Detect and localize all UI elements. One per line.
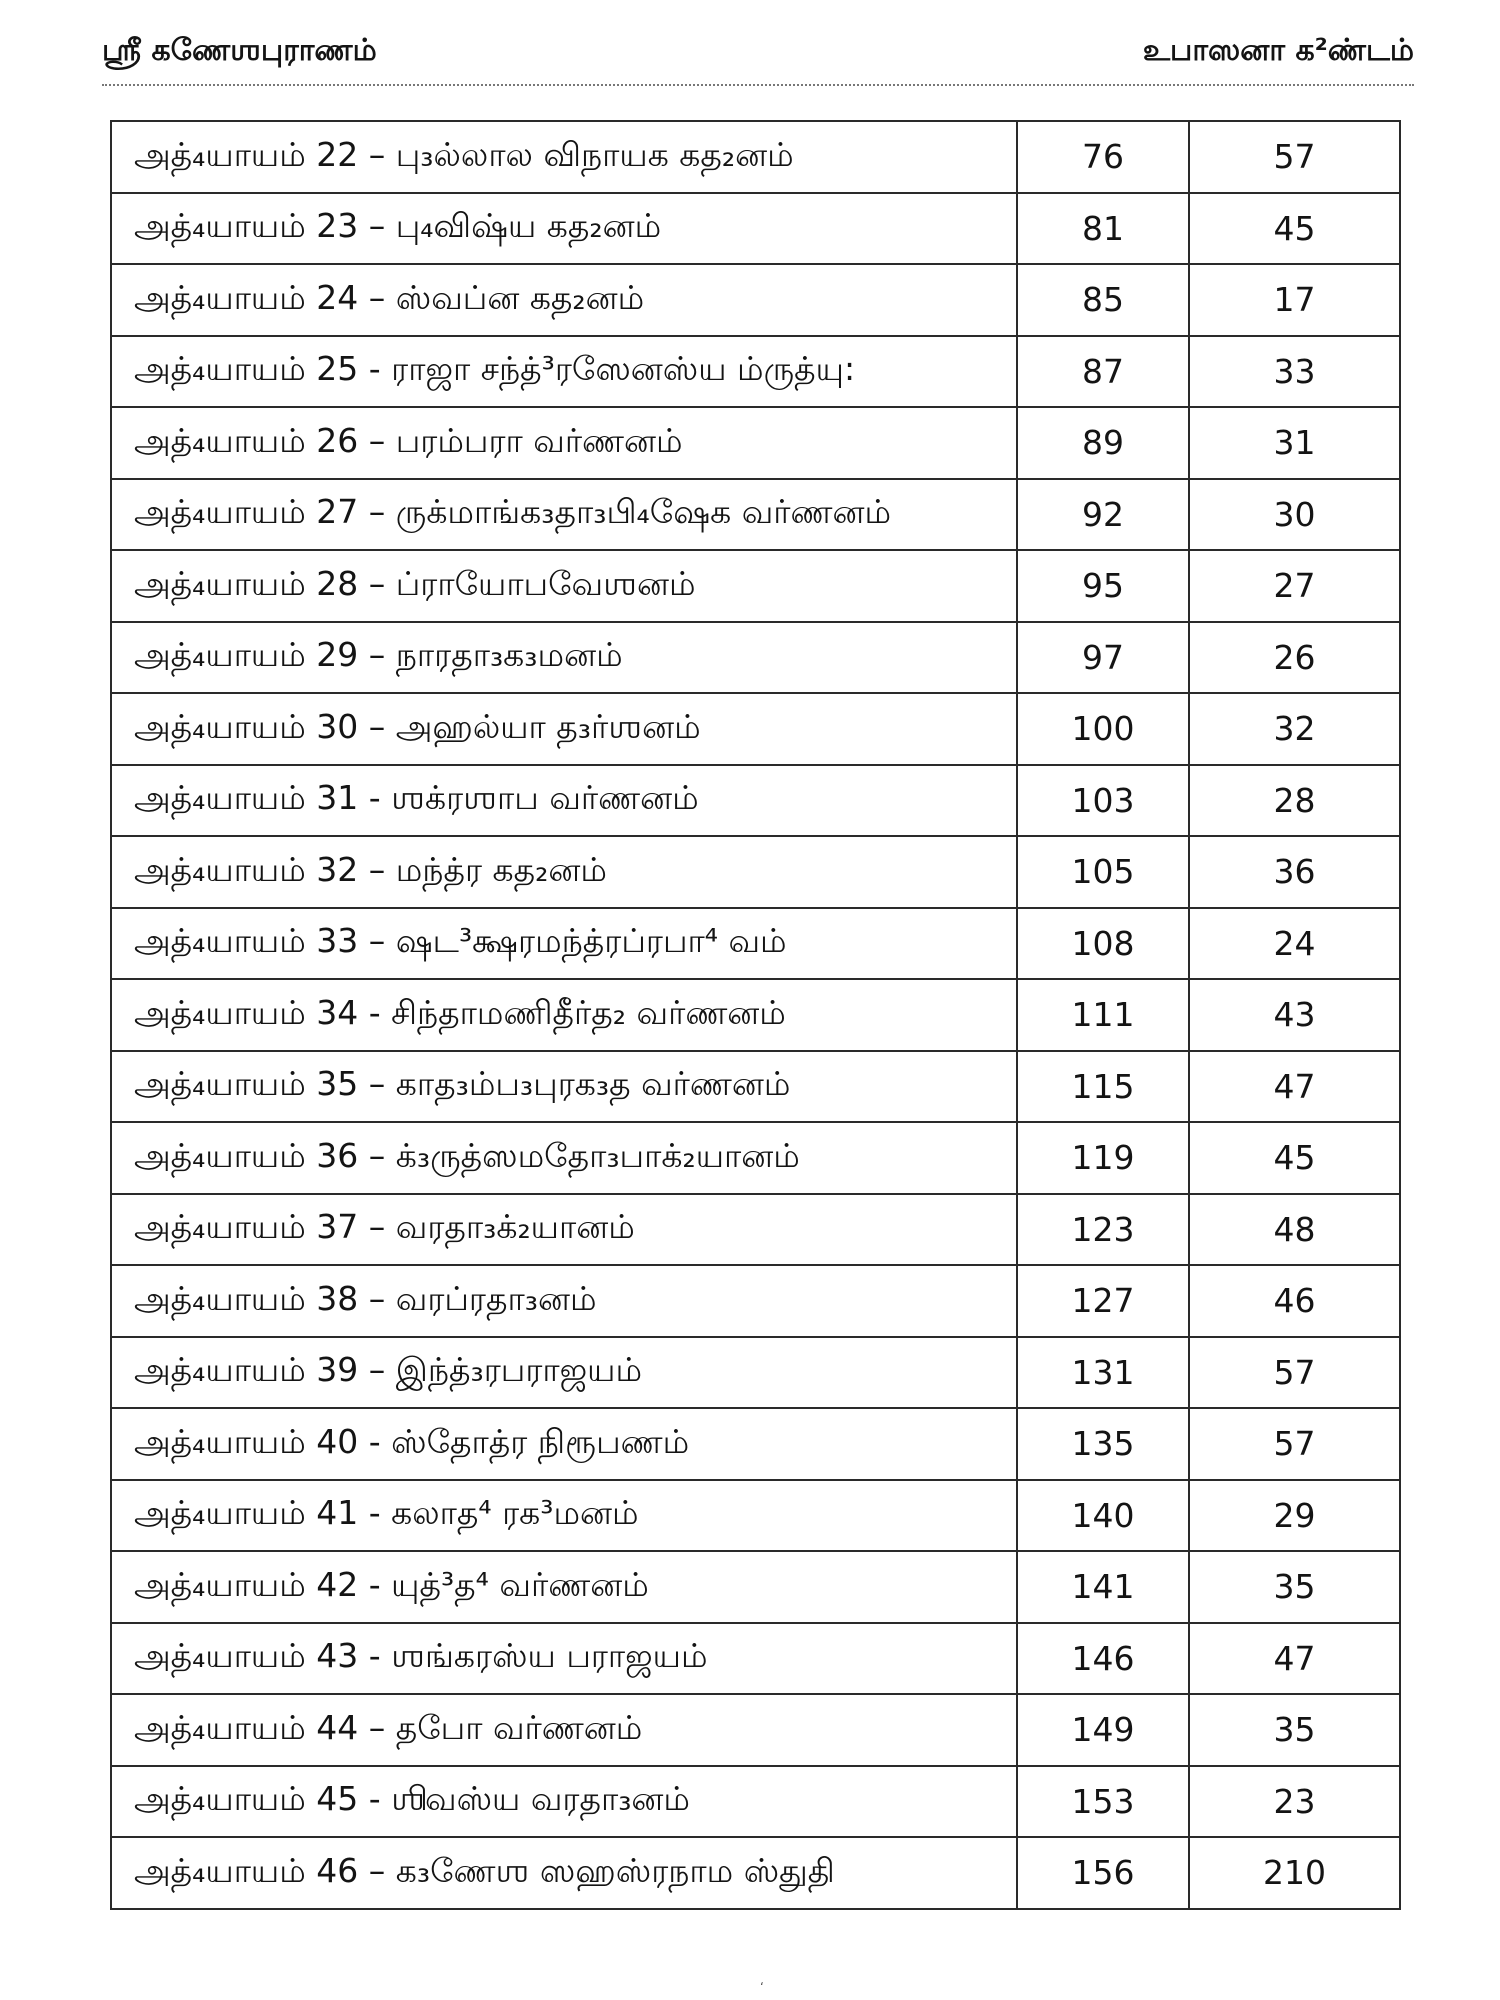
- chapter-title: அத்₄யாயம் 34 - சிந்தாமணிதீர்த₂ வர்ணனம்: [111, 979, 1017, 1051]
- page-number: 123: [1017, 1194, 1189, 1266]
- table-row: [111, 836, 1400, 908]
- chapter-title: அத்₄யாயம் 22 – பு₃ல்லால விநாயக கத₂னம்: [111, 121, 1017, 193]
- table-row: [111, 407, 1400, 479]
- chapter-title: அத்₄யாயம் 36 – க்₃ருத்ஸமதோ₃பாக்₂யானம்: [111, 1122, 1017, 1194]
- verse-count: 26: [1189, 622, 1400, 694]
- table-row: [111, 1051, 1400, 1123]
- verse-count: 46: [1189, 1265, 1400, 1337]
- page-number: 153: [1017, 1766, 1189, 1838]
- page-number: 135: [1017, 1408, 1189, 1480]
- page-number: 76: [1017, 121, 1189, 193]
- page-number: 140: [1017, 1480, 1189, 1552]
- table-row: [111, 1766, 1400, 1838]
- chapter-title: அத்₄யாயம் 39 – இந்த்₃ரபராஜயம்: [111, 1337, 1017, 1409]
- toc-body: [111, 121, 1400, 1909]
- verse-count: 48: [1189, 1194, 1400, 1266]
- table-row: [111, 336, 1400, 408]
- table-of-contents: [110, 120, 1401, 1910]
- page-number: 119: [1017, 1122, 1189, 1194]
- page-number: 108: [1017, 908, 1189, 980]
- page-number: 103: [1017, 765, 1189, 837]
- chapter-title: அத்₄யாயம் 40 - ஸ்தோத்ர நிரூபணம்: [111, 1408, 1017, 1480]
- chapter-title: அத்₄யாயம் 31 - ஶக்ரஶாப வர்ணனம்: [111, 765, 1017, 837]
- table-row: [111, 1265, 1400, 1337]
- verse-count: 43: [1189, 979, 1400, 1051]
- table-row: [111, 1480, 1400, 1552]
- table-row: [111, 1551, 1400, 1623]
- page-number: 97: [1017, 622, 1189, 694]
- verse-count: 210: [1189, 1837, 1400, 1909]
- page-number: 87: [1017, 336, 1189, 408]
- verse-count: 35: [1189, 1694, 1400, 1766]
- chapter-title: அத்₄யாயம் 35 – காத₃ம்ப₃புரக₃த வர்ணனம்: [111, 1051, 1017, 1123]
- page-number: 92: [1017, 479, 1189, 551]
- verse-count: 24: [1189, 908, 1400, 980]
- section-title: உபாஸனா க²ண்டம்: [1142, 33, 1414, 68]
- verse-count: 47: [1189, 1051, 1400, 1123]
- verse-count: 27: [1189, 550, 1400, 622]
- verse-count: 36: [1189, 836, 1400, 908]
- verse-count: 45: [1189, 193, 1400, 265]
- verse-count: 17: [1189, 264, 1400, 336]
- page-header: [102, 22, 1414, 86]
- table-row: [111, 121, 1400, 193]
- page-number: 105: [1017, 836, 1189, 908]
- page-number: 141: [1017, 1551, 1189, 1623]
- page-number: 85: [1017, 264, 1189, 336]
- page-number: 89: [1017, 407, 1189, 479]
- chapter-title: அத்₄யாயம் 25 - ராஜா சந்த்³ரஸேனஸ்ய ம்ருத்யு:: [111, 336, 1017, 408]
- table-row: [111, 1194, 1400, 1266]
- table-row: [111, 1408, 1400, 1480]
- chapter-title: அத்₄யாயம் 37 – வரதா₃க்₂யானம்: [111, 1194, 1017, 1266]
- chapter-title: அத்₄யாயம் 42 - யுத்³த⁴ வர்ணனம்: [111, 1551, 1017, 1623]
- table-row: [111, 1623, 1400, 1695]
- page-number: 127: [1017, 1265, 1189, 1337]
- table-row: [111, 765, 1400, 837]
- table-row: [111, 908, 1400, 980]
- table-row: [111, 193, 1400, 265]
- chapter-title: அத்₄யாயம் 24 – ஸ்வப்ன கத₂னம்: [111, 264, 1017, 336]
- chapter-title: அத்₄யாயம் 28 – ப்ராயோபவேஶனம்: [111, 550, 1017, 622]
- verse-count: 35: [1189, 1551, 1400, 1623]
- chapter-title: அத்₄யாயம் 23 – பு₄விஷ்ய கத₂னம்: [111, 193, 1017, 265]
- verse-count: 33: [1189, 336, 1400, 408]
- chapter-title: அத்₄யாயம் 38 – வரப்ரதா₃னம்: [111, 1265, 1017, 1337]
- chapter-title: அத்₄யாயம் 26 – பரம்பரா வர்ணனம்: [111, 407, 1017, 479]
- verse-count: 47: [1189, 1623, 1400, 1695]
- page-number: 111: [1017, 979, 1189, 1051]
- chapter-title: அத்₄யாயம் 41 - கலாத⁴ ரக³மனம்: [111, 1480, 1017, 1552]
- chapter-title: அத்₄யாயம் 46 – க₃ணேஶ ஸஹஸ்ரநாம ஸ்துதி: [111, 1837, 1017, 1909]
- table-row: [111, 1694, 1400, 1766]
- verse-count: 31: [1189, 407, 1400, 479]
- page-number: 131: [1017, 1337, 1189, 1409]
- table-row: [111, 479, 1400, 551]
- verse-count: 57: [1189, 1408, 1400, 1480]
- chapter-title: அத்₄யாயம் 29 – நாரதா₃க₃மனம்: [111, 622, 1017, 694]
- verse-count: 57: [1189, 1337, 1400, 1409]
- table-row: [111, 979, 1400, 1051]
- page-number: 146: [1017, 1623, 1189, 1695]
- verse-count: 45: [1189, 1122, 1400, 1194]
- verse-count: 30: [1189, 479, 1400, 551]
- table-row: [111, 550, 1400, 622]
- table-row: [111, 1337, 1400, 1409]
- table-row: [111, 622, 1400, 694]
- chapter-title: அத்₄யாயம் 32 – மந்த்ர கத₂னம்: [111, 836, 1017, 908]
- page-number: 95: [1017, 550, 1189, 622]
- page-number: 149: [1017, 1694, 1189, 1766]
- table-row: [111, 1837, 1400, 1909]
- verse-count: 23: [1189, 1766, 1400, 1838]
- table-row: [111, 1122, 1400, 1194]
- page-number: 100: [1017, 693, 1189, 765]
- verse-count: 29: [1189, 1480, 1400, 1552]
- chapter-title: அத்₄யாயம் 43 - ஶங்கரஸ்ய பராஜயம்: [111, 1623, 1017, 1695]
- verse-count: 32: [1189, 693, 1400, 765]
- book-title: ஸ்ரீ கணேஶபுராணம்: [102, 33, 377, 68]
- chapter-title: அத்₄யாயம் 44 – தபோ வர்ணனம்: [111, 1694, 1017, 1766]
- page-number: 115: [1017, 1051, 1189, 1123]
- chapter-title: அத்₄யாயம் 33 – ஷட³க்ஷரமந்த்ரப்ரபா⁴ வம்: [111, 908, 1017, 980]
- page-mark: ʻ: [760, 1980, 764, 1994]
- chapter-title: அத்₄யாயம் 27 – ருக்மாங்க₃தா₃பி₄ஷேக வர்ணனம்: [111, 479, 1017, 551]
- table-row: [111, 264, 1400, 336]
- verse-count: 28: [1189, 765, 1400, 837]
- verse-count: 57: [1189, 121, 1400, 193]
- chapter-title: அத்₄யாயம் 45 - ஶிவஸ்ய வரதா₃னம்: [111, 1766, 1017, 1838]
- chapter-title: அத்₄யாயம் 30 – அஹல்யா த₃ர்ஶனம்: [111, 693, 1017, 765]
- table-row: [111, 693, 1400, 765]
- page-number: 81: [1017, 193, 1189, 265]
- page-number: 156: [1017, 1837, 1189, 1909]
